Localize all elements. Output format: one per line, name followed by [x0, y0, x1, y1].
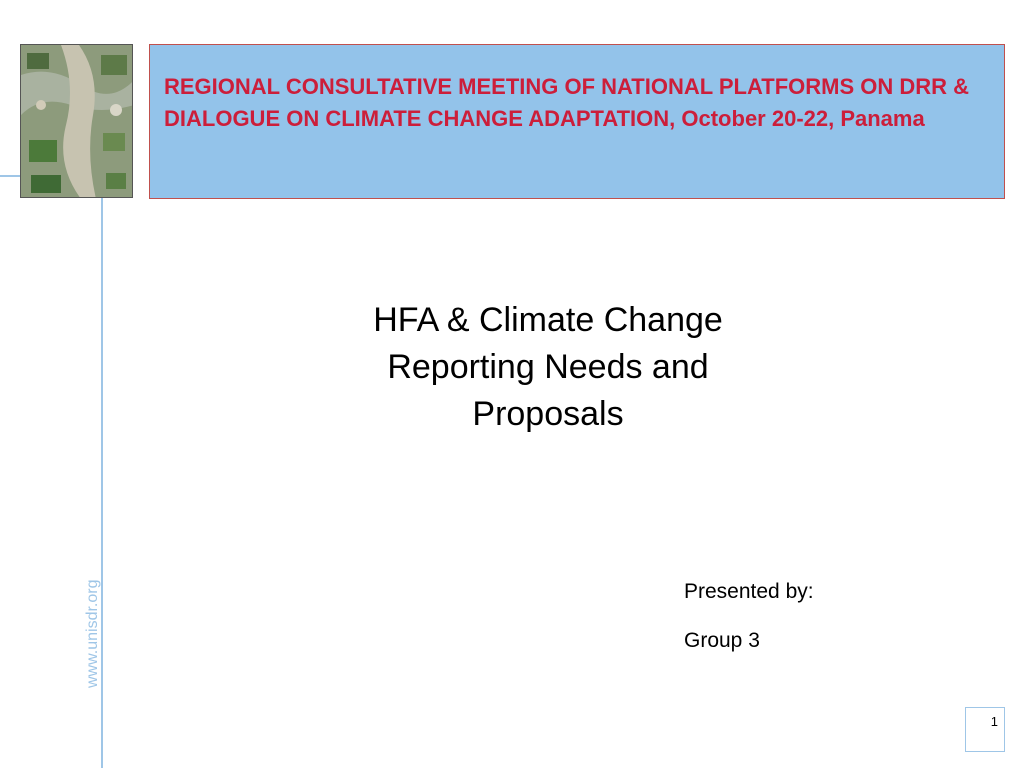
slide-title-line-1: HFA & Climate Change	[373, 301, 723, 339]
website-url: www.unisdr.org	[84, 579, 101, 688]
header-banner	[149, 44, 1005, 199]
presented-by-label: Presented by:	[684, 580, 814, 603]
slide-title-line-2: Reporting Needs and	[387, 348, 709, 386]
page-number: 1	[965, 707, 1005, 752]
banner-title: REGIONAL CONSULTATIVE MEETING OF NATIONAL PLATFORMS ON DRR & DIALOGUE ON CLIMATE CHANGE ADAPTATION, October 20-22, Panama	[164, 74, 970, 131]
flood-photo-image	[20, 44, 133, 198]
slide-title	[298, 297, 798, 438]
horizontal-accent-line	[0, 175, 20, 177]
presenter-info	[684, 578, 814, 655]
slide-title-line-3: Proposals	[472, 395, 624, 433]
group-name: Group 3	[684, 629, 760, 652]
